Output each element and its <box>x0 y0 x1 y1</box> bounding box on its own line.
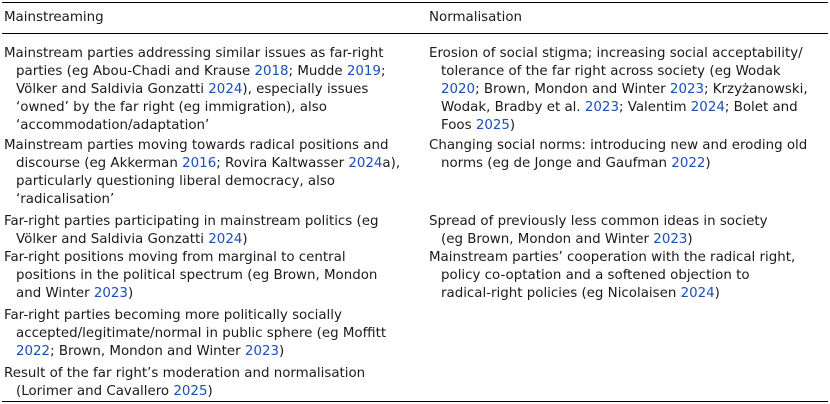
citation-link[interactable]: 2024 <box>690 100 725 115</box>
citation-link[interactable]: 2022 <box>671 156 706 171</box>
cell-line: policy co-optation and a softened objection to <box>441 268 750 283</box>
normalisation-cell-3 <box>429 213 768 249</box>
cell-line: Mainstream parties’ cooperation with the radical right, <box>429 250 796 265</box>
cell-line: and Winter 2023) <box>16 286 134 301</box>
normalisation-cell-4 <box>429 249 795 303</box>
cell-line: parties (eg Abou-Chadi and Krause 2018; Mudde 2019; <box>16 64 386 79</box>
citation-link[interactable]: 2024 <box>680 286 715 301</box>
cell-line: Far-right parties participating in mainstream politics (eg <box>4 214 379 229</box>
citation-link[interactable]: 2023 <box>584 100 619 115</box>
cell-line: ‘radicalisation’ <box>16 192 115 207</box>
citation-link[interactable]: 2023 <box>653 232 688 247</box>
cell-line: Far-right parties becoming more politically socially <box>4 308 342 323</box>
cell-line: norms (eg de Jonge and Gaufman 2022) <box>441 156 711 171</box>
cell-line: Völker and Saldivia Gonzatti 2024), especially issues <box>16 82 369 97</box>
cell-line: 2020; Brown, Mondon and Winter 2023; Krzyżanowski, <box>441 82 808 97</box>
citation-link[interactable]: 2025 <box>173 384 208 399</box>
citation-link[interactable]: 2023 <box>669 82 704 97</box>
citation-link[interactable]: 2020 <box>441 82 476 97</box>
citation-link[interactable]: 2019 <box>346 64 381 79</box>
table-top-rule <box>2 2 828 3</box>
normalisation-cell-1 <box>429 45 808 135</box>
citation-link[interactable]: 2024 <box>208 82 243 97</box>
cell-line: Völker and Saldivia Gonzatti 2024) <box>16 232 248 247</box>
cell-line: ‘accommodation/adaptation’ <box>16 118 210 133</box>
cell-line: Far-right positions moving from marginal to central <box>4 250 346 265</box>
cell-line: discourse (eg Akkerman 2016; Rovira Kaltwasser 2024a), <box>16 156 401 171</box>
mainstreaming-cell-5 <box>4 307 386 361</box>
table-bottom-rule <box>2 401 828 402</box>
cell-line: (Lorimer and Cavallero 2025) <box>16 384 213 399</box>
cell-line: Wodak, Bradby et al. 2023; Valentim 2024; Bolet and <box>441 100 798 115</box>
cell-line: Spread of previously less common ideas in society <box>429 214 768 229</box>
column-header-normalisation: Normalisation <box>429 10 523 25</box>
cell-line: Changing social norms: introducing new and eroding old <box>429 138 808 153</box>
cell-line: Mainstream parties addressing similar issues as far-right <box>4 46 384 61</box>
citation-link[interactable]: 2025 <box>475 118 510 133</box>
citation-link[interactable]: 2022 <box>16 344 51 359</box>
citation-link[interactable]: 2023 <box>93 286 128 301</box>
normalisation-cell-2 <box>429 137 807 173</box>
citation-link[interactable]: 2018 <box>254 64 289 79</box>
cell-line: positions in the political spectrum (eg Brown, Mondon <box>16 268 378 283</box>
cell-line: ‘owned’ by the far right (eg immigration), also <box>16 100 327 115</box>
cell-line: 2022; Brown, Mondon and Winter 2023) <box>16 344 285 359</box>
cell-line: Erosion of social stigma; increasing social acceptability/ <box>429 46 803 61</box>
cell-line: particularly questioning liberal democracy, also <box>16 174 335 189</box>
mainstreaming-cell-1 <box>4 45 385 135</box>
citation-link[interactable]: 2024 <box>348 156 383 171</box>
mainstreaming-cell-3 <box>4 213 378 249</box>
cell-line: radical-right policies (eg Nicolaisen 2024) <box>441 286 720 301</box>
cell-line: Mainstream parties moving towards radical positions and <box>4 138 389 153</box>
mainstreaming-cell-4 <box>4 249 377 303</box>
cell-line: (eg Brown, Mondon and Winter 2023) <box>441 232 693 247</box>
mainstreaming-cell-2 <box>4 137 400 209</box>
header-rule <box>2 33 828 34</box>
cell-line: tolerance of the far right across society (eg Wodak <box>441 64 781 79</box>
cell-line: accepted/legitimate/normal in public sphere (eg Moffitt <box>16 326 387 341</box>
cell-line: Foos 2025) <box>441 118 516 133</box>
citation-link[interactable]: 2016 <box>182 156 217 171</box>
citation-link[interactable]: 2024 <box>208 232 243 247</box>
column-header-mainstreaming: Mainstreaming <box>4 10 104 25</box>
citation-link[interactable]: 2023 <box>244 344 279 359</box>
mainstreaming-cell-6 <box>4 365 365 401</box>
cell-line: Result of the far right’s moderation and normalisation <box>4 366 366 381</box>
